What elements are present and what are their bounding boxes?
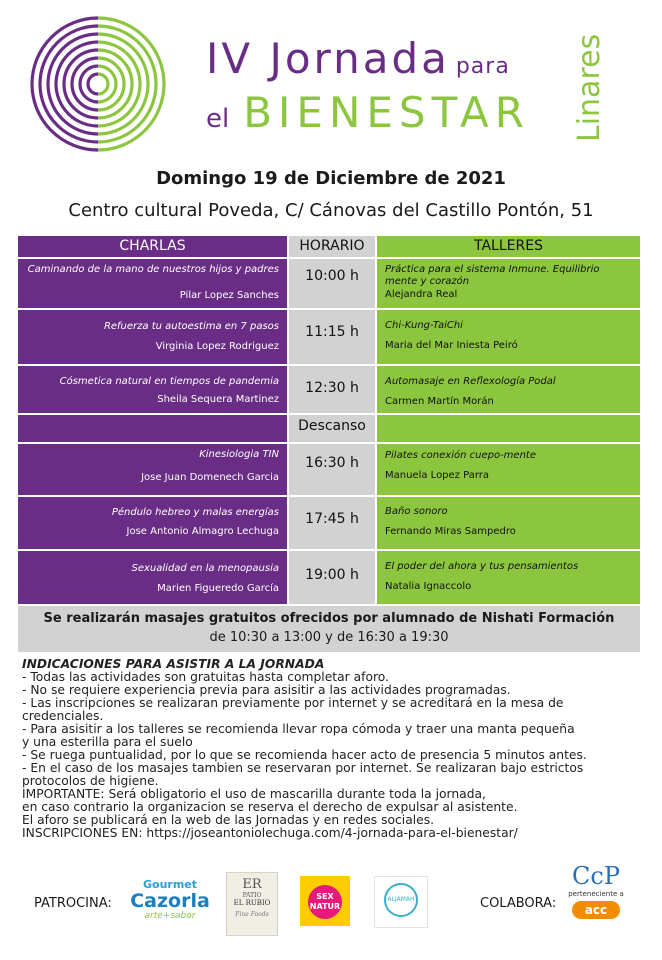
ccp-logo bbox=[566, 862, 626, 938]
title-para: para bbox=[455, 54, 510, 79]
talk-title: Caminando de la mano de nuestros hijos y padres bbox=[27, 264, 279, 275]
notes-line: protocolos de higiene. bbox=[22, 774, 159, 788]
talk-title: Kinesiologia TIN bbox=[199, 449, 279, 460]
talk-cell bbox=[18, 310, 287, 364]
workshop-title: El poder del ahora y tus pensamientos bbox=[385, 561, 579, 572]
talk-title: Cósmetica natural en tiempos de pandemia bbox=[59, 376, 279, 387]
talk-title: Refuerza tu autoestima en 7 pasos bbox=[103, 321, 279, 332]
workshop-speaker: Carmen Martín Morán bbox=[385, 396, 494, 407]
city-label bbox=[562, 24, 618, 144]
sexnatur-line2: NATUR bbox=[309, 902, 341, 911]
break-workshop-cell bbox=[377, 415, 640, 442]
title-line-2 bbox=[206, 88, 530, 137]
workshop-speaker: Fernando Miras Sampedro bbox=[385, 526, 516, 537]
notes-line: - En el caso de los masajes tambien se reservaran por internet. Se realizaran bajo estrictos bbox=[22, 761, 584, 775]
workshop-speaker: Alejandra Real bbox=[385, 289, 458, 300]
event-venue: Centro cultural Poveda, C/ Cánovas del Castillo Pontón, 51 bbox=[68, 200, 594, 221]
talk-cell bbox=[18, 551, 287, 604]
ccp-text: CcP bbox=[572, 862, 620, 890]
talk-cell bbox=[18, 444, 287, 495]
sexnatur-line1: SEX bbox=[316, 892, 334, 901]
cazorla-text: Cazorla bbox=[130, 890, 210, 912]
workshop-speaker: Natalia Ignaccolo bbox=[385, 581, 472, 592]
talk-cell bbox=[18, 259, 287, 308]
header-charlas: CHARLAS bbox=[18, 236, 287, 257]
notes-line: - Se ruega puntualidad, por lo que se recomienda hacer acto de presencia 5 minutos antes. bbox=[22, 748, 587, 762]
talk-speaker: Jose Antonio Almagro Lechuga bbox=[126, 526, 279, 537]
aljamah-text: ALJAMAH bbox=[384, 883, 418, 917]
sexnatur-logo bbox=[300, 876, 350, 926]
rubio-line3: Fine Foods bbox=[235, 911, 269, 918]
spiral-logo-icon bbox=[28, 14, 168, 154]
workshop-cell bbox=[377, 444, 640, 495]
workshop-cell bbox=[377, 310, 640, 364]
rubio-line1: PATIO bbox=[242, 892, 262, 899]
workshop-speaker: Maria del Mar Iniesta Peiró bbox=[385, 340, 518, 351]
sexnatur-badge bbox=[308, 885, 342, 919]
header-horario: HORARIO bbox=[289, 236, 375, 257]
time-cell: 10:00 h bbox=[289, 259, 375, 308]
city-text: Linares bbox=[572, 33, 607, 142]
notes-line: y una esterilla para el suelo bbox=[22, 735, 193, 749]
title-el: el bbox=[206, 104, 230, 134]
notes-line: INSCRIPCIONES EN: https://joseantoniolechuga.com/4-jornada-para-el-bienestar/ bbox=[22, 826, 518, 840]
massage-banner-line1: Se realizarán masajes gratuitos ofrecidos por alumnado de Nishati Formación bbox=[43, 611, 615, 626]
cazorla-tagline: arte+sabor bbox=[144, 911, 196, 921]
notes-line: credenciales. bbox=[22, 709, 104, 723]
talk-speaker: Sheila Sequera Martinez bbox=[157, 394, 279, 405]
title-bienestar: BIENESTAR bbox=[243, 88, 530, 137]
notes-line: IMPORTANTE: Será obligatorio el uso de mascarilla durante toda la jornada, bbox=[22, 787, 486, 801]
rubio-line2: EL RUBIO bbox=[233, 899, 271, 907]
title-line-1 bbox=[206, 34, 510, 83]
workshop-title: Chi-Kung-TaiChi bbox=[385, 320, 463, 331]
gourmet-cazorla-logo bbox=[124, 878, 216, 930]
time-cell: 12:30 h bbox=[289, 366, 375, 413]
workshop-title: Pilates conexión cuepo-mente bbox=[385, 450, 536, 461]
notes-line: El aforo se publicará en la web de las Jornadas y en redes sociales. bbox=[22, 813, 435, 827]
ccp-perteneciente: perteneciente a bbox=[568, 890, 624, 898]
break-label: Descanso bbox=[289, 415, 375, 442]
aljamah-logo bbox=[374, 876, 428, 928]
workshop-title: Baño sonoro bbox=[385, 506, 448, 517]
event-date: Domingo 19 de Diciembre de 2021 bbox=[156, 168, 506, 189]
notes-line: - Las inscripciones se realizaran previamente por internet y se acreditará en la mesa de bbox=[22, 696, 564, 710]
massage-banner-line2: de 10:30 a 13:00 y de 16:30 a 19:30 bbox=[209, 630, 449, 645]
collaborators-label: COLABORA: bbox=[480, 896, 557, 911]
time-cell: 16:30 h bbox=[289, 444, 375, 495]
workshop-cell bbox=[377, 366, 640, 413]
title-jornada: IV Jornada bbox=[206, 34, 450, 83]
acc-badge: acc bbox=[572, 901, 620, 919]
notes-line: - Todas las actividades son gratuitas hasta completar aforo. bbox=[22, 670, 389, 684]
talk-speaker: Pilar Lopez Sanches bbox=[179, 290, 279, 301]
time-cell: 17:45 h bbox=[289, 497, 375, 549]
notes-line: en caso contrario la organizacion se reserva el derecho de expulsar al asistente. bbox=[22, 800, 518, 814]
time-cell: 19:00 h bbox=[289, 551, 375, 604]
header-talleres: TALLERES bbox=[377, 236, 640, 257]
workshop-cell bbox=[377, 497, 640, 549]
notes-title: INDICACIONES PARA ASISTIR A LA JORNADA bbox=[22, 657, 325, 671]
rubio-monogram: ER bbox=[242, 877, 262, 892]
notes-line: - No se requiere experiencia previa para asisitir a las actividades programadas. bbox=[22, 683, 511, 697]
workshop-title: Práctica para el sistema Inmune. Equilibrio mente y corazón bbox=[385, 264, 600, 287]
talk-speaker: Virginia Lopez Rodriguez bbox=[155, 341, 279, 352]
notes-line: - Para asisitir a los talleres se recomienda llevar ropa cómoda y traer una manta pequeña bbox=[22, 722, 575, 736]
time-cell: 11:15 h bbox=[289, 310, 375, 364]
workshop-title: Automasaje en Reflexología Podal bbox=[385, 376, 556, 387]
talk-speaker: Marien Figueredo García bbox=[157, 583, 279, 594]
talk-speaker: Jose Juan Domenech Garcia bbox=[141, 472, 279, 483]
workshop-cell bbox=[377, 259, 640, 308]
massage-banner bbox=[18, 606, 640, 652]
talk-title: Sexualidad en la menopausia bbox=[131, 563, 279, 574]
talk-title: Péndulo hebreo y malas energías bbox=[111, 507, 279, 518]
workshop-cell bbox=[377, 551, 640, 604]
gourmet-text: Gourmet bbox=[142, 878, 198, 891]
attendance-notes bbox=[22, 658, 642, 840]
workshop-speaker: Manuela Lopez Parra bbox=[385, 470, 489, 481]
sponsors-label: PATROCINA: bbox=[34, 896, 112, 911]
break-talk-cell bbox=[18, 415, 287, 442]
talk-cell bbox=[18, 366, 287, 413]
talk-cell bbox=[18, 497, 287, 549]
patio-el-rubio-logo bbox=[226, 872, 278, 936]
